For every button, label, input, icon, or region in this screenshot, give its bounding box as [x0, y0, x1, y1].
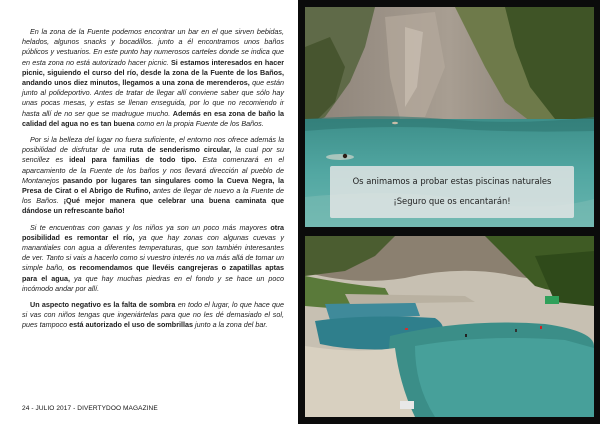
- bold-text-run: os recomendamos que llevéis cangrejeras o zapatillas aptas para el agua,: [22, 263, 284, 283]
- text-run: antes de llegar de nuevo a la Fuente de los Baños.: [22, 186, 284, 206]
- bold-text-run: ruta de senderismo circular,: [129, 145, 232, 155]
- text-run: ya que hay muchas piedras en el fondo y se hace un poco incómodo andar por allí.: [22, 273, 284, 293]
- text-run: que están junto al polideportivo. Antes de tratar de llegar allí conviene saber que sólo hay unas pocas mesas, y estas se llenan enseguida, por lo que no recomiendo ir hasta allí de no ser que se madrugue mucho.: [22, 78, 284, 118]
- bold-text-run: Un aspecto negativo es la falta de sombra: [30, 300, 176, 310]
- caption-line-2: ¡Seguro que os encantarán!: [393, 196, 511, 206]
- text-run: junto a la zona del bar.: [192, 320, 268, 330]
- bold-text-run: pasando por lugares tan singulares como la Cueva Negra, la Presa de Cirat o el Abrigo de Rufino,: [22, 175, 284, 196]
- natural-pools-aerial-photo: [305, 236, 594, 417]
- text-run: como en la propia Fuente de los Baños.: [134, 118, 264, 128]
- bold-text-run: está autorizado el uso de sombrillas: [69, 320, 193, 330]
- page-footer: 24 - JULIO 2017 - DIVERTYDOO MAGAZINE: [22, 405, 158, 412]
- bold-text-run: otra posibilidad es remontar el río,: [22, 222, 284, 242]
- caption-line-1: Os animamos a probar estas piscinas naturales: [352, 176, 552, 186]
- article-paragraph-2: [22, 135, 284, 217]
- bold-text-run: ¡Qué mejor manera que celebrar una buena caminata que dándose un refrescante baño!: [22, 196, 284, 216]
- bold-text-run: Si estamos interesados en hacer picnic, siguiendo el curso del río, desde la zona de la Fuente de los Baños, andando unos diez minutos, llegamos a una zona de merenderos,: [22, 57, 285, 88]
- photo-caption-box: [330, 166, 574, 218]
- article-paragraph-3: [22, 223, 284, 294]
- text-run: Por si la belleza del lugar no fuera suficiente, el entorno nos ofrece además la posibilidad de disfrutar de una: [22, 135, 284, 155]
- text-run: la cual por su sencillez es: [22, 145, 285, 165]
- article-text-column: [22, 27, 284, 337]
- text-run: ya que hay zonas con algunas cuevas y manantiales con agua a diferentes temperaturas, que son también interesantes de ver. Tanto si vais a hacerlo como si vuestro interés no va más allá de tomar un simple baño,: [22, 232, 284, 273]
- bold-text-run: ideal para familias de todo tipo.: [69, 155, 197, 165]
- article-paragraph-4: [22, 300, 284, 331]
- bold-text-run: Además en esa zona de baño la calidad del agua no es tan buena: [22, 108, 284, 128]
- article-paragraph-1: [22, 27, 284, 129]
- text-run: En la zona de la Fuente podemos encontrar un bar en el que sirven bebidas, helados, algunos snacks y bocadillos. junto a él encontramos unos baños públicos y vestuarios. En este punto hay numerosos carteles donde se indica que en esta zona no está autorizado hacer picnic.: [22, 27, 284, 67]
- text-run: en todo el lugar, lo que hace que si vas con niños tengas que ingeniártelas para que no les dé demasiado el sol, pues tampoco: [22, 300, 284, 330]
- text-run: Esta comenzará en el aparcamiento de la Fuente de los baños y nos llevará dirección al pueblo de Montanejos: [22, 155, 285, 185]
- text-run: Si te encuentras con ganas y los niños ya son un poco más mayores: [30, 222, 271, 232]
